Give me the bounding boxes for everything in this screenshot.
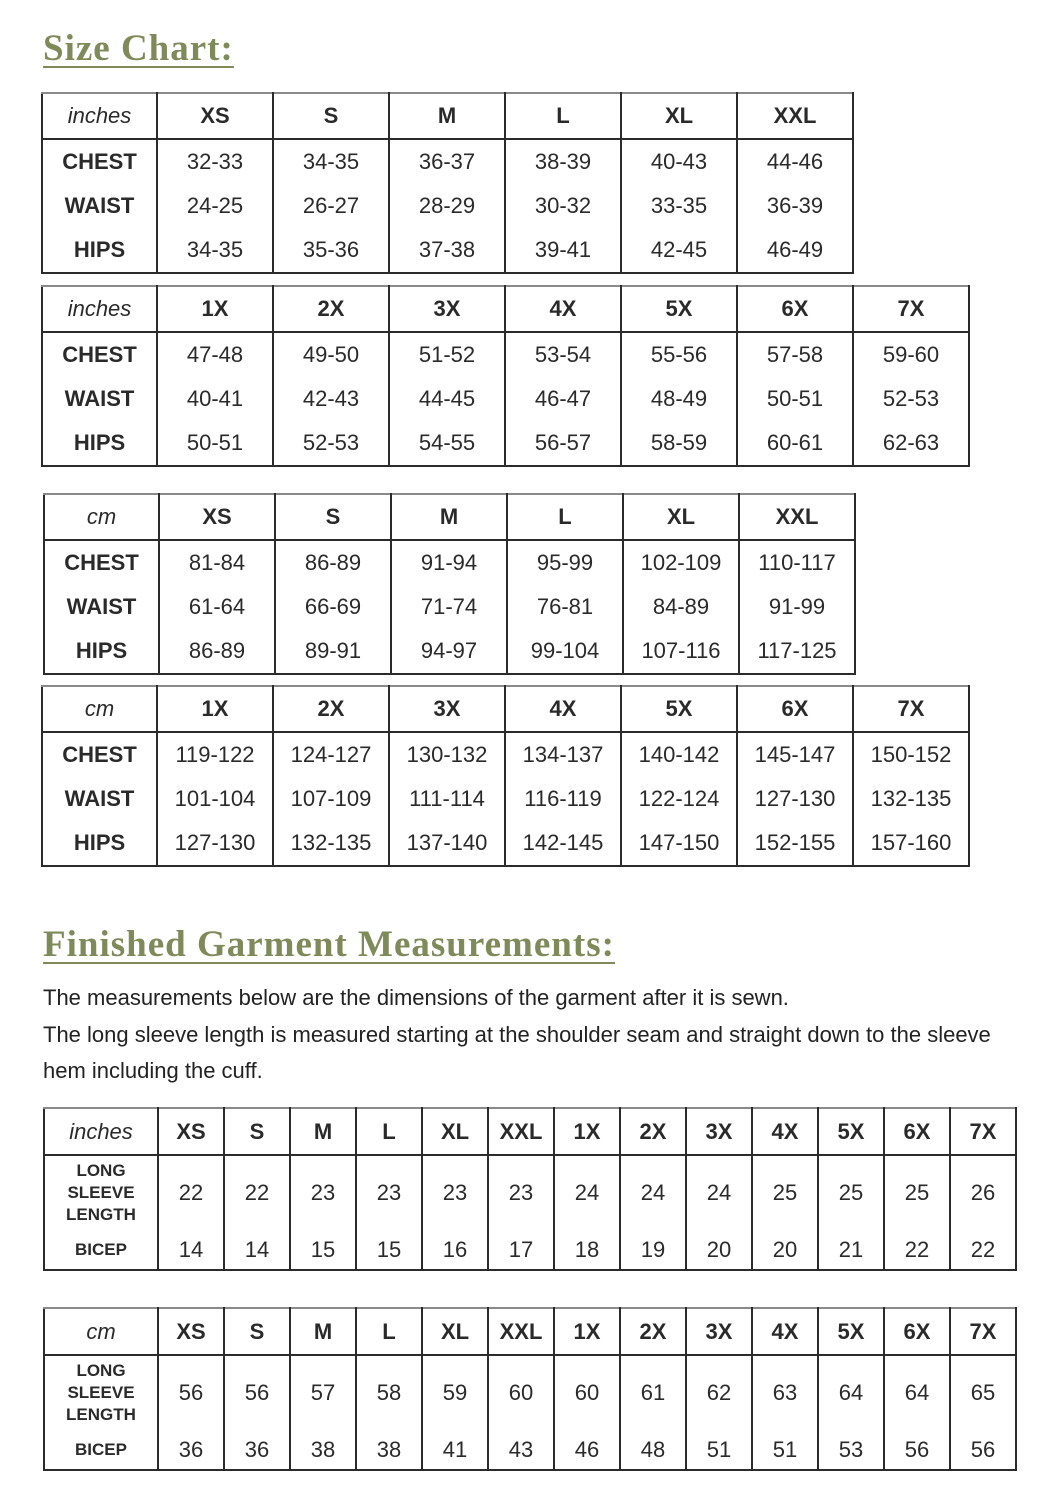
row-label: WAIST	[42, 184, 157, 228]
finished-table-cm	[43, 1307, 1017, 1471]
table-cell: 89-91	[275, 629, 391, 674]
table-cell: 124-127	[273, 732, 389, 777]
table-cell: 91-99	[739, 585, 855, 629]
table-cell: 22	[158, 1155, 224, 1230]
size-header: XS	[158, 1108, 224, 1155]
table-cell: 44-46	[737, 139, 853, 184]
size-header: 5X	[621, 686, 737, 732]
table-cell: 152-155	[737, 821, 853, 866]
row-label: HIPS	[42, 228, 157, 273]
table-cell: 53	[818, 1430, 884, 1470]
size-header: 6X	[884, 1308, 950, 1355]
size-header: XXL	[739, 494, 855, 540]
row-label: WAIST	[42, 777, 157, 821]
table-cell: 19	[620, 1230, 686, 1270]
table-cell: 15	[290, 1230, 356, 1270]
table-cell: 107-109	[273, 777, 389, 821]
table-cell: 62	[686, 1355, 752, 1430]
table-cell: 26-27	[273, 184, 389, 228]
table-cell: 57-58	[737, 332, 853, 377]
row-label: CHEST	[42, 732, 157, 777]
unit-label: cm	[42, 686, 157, 732]
table-cell: 122-124	[621, 777, 737, 821]
table-cell: 60	[554, 1355, 620, 1430]
size-header: L	[507, 494, 623, 540]
table-cell: 18	[554, 1230, 620, 1270]
table-cell: 56	[224, 1355, 290, 1430]
intro-line: The measurements below are the dimensions of the garment after it is sewn.	[43, 985, 789, 1010]
size-header: L	[356, 1308, 422, 1355]
table-cell: 25	[818, 1155, 884, 1230]
table-cell: 36	[158, 1430, 224, 1470]
table-cell: 36-37	[389, 139, 505, 184]
table-cell: 32-33	[157, 139, 273, 184]
table-cell: 38	[356, 1430, 422, 1470]
row-label: CHEST	[42, 139, 157, 184]
table-cell: 50-51	[157, 421, 273, 466]
table-cell: 23	[356, 1155, 422, 1230]
size-header: 1X	[157, 286, 273, 332]
table-cell: 24	[686, 1155, 752, 1230]
table-cell: 101-104	[157, 777, 273, 821]
table-cell: 119-122	[157, 732, 273, 777]
size-header: XS	[157, 93, 273, 139]
table-cell: 150-152	[853, 732, 969, 777]
table-cell: 26	[950, 1155, 1016, 1230]
table-cell: 15	[356, 1230, 422, 1270]
table-cell: 43	[488, 1430, 554, 1470]
size-header: 2X	[273, 686, 389, 732]
table-cell: 36	[224, 1430, 290, 1470]
table-cell: 40-43	[621, 139, 737, 184]
table-cell: 24-25	[157, 184, 273, 228]
row-label: HIPS	[42, 421, 157, 466]
size-header: 3X	[389, 286, 505, 332]
size-header: 3X	[686, 1108, 752, 1155]
table-cell: 94-97	[391, 629, 507, 674]
size-header: 2X	[620, 1108, 686, 1155]
table-cell: 130-132	[389, 732, 505, 777]
table-cell: 47-48	[157, 332, 273, 377]
size-header: M	[290, 1308, 356, 1355]
table-cell: 52-53	[273, 421, 389, 466]
table-cell: 127-130	[157, 821, 273, 866]
unit-label: cm	[44, 1308, 158, 1355]
table-cell: 51-52	[389, 332, 505, 377]
size-header: 3X	[389, 686, 505, 732]
size-header: 7X	[950, 1108, 1016, 1155]
table-cell: 140-142	[621, 732, 737, 777]
table-cell: 16	[422, 1230, 488, 1270]
table-cell: 24	[554, 1155, 620, 1230]
table-cell: 127-130	[737, 777, 853, 821]
table-cell: 76-81	[507, 585, 623, 629]
table-cell: 23	[290, 1155, 356, 1230]
table-cell: 36-39	[737, 184, 853, 228]
table-cell: 54-55	[389, 421, 505, 466]
size-header: 2X	[273, 286, 389, 332]
size-header: 5X	[818, 1108, 884, 1155]
size-chart-title: Size Chart:	[43, 28, 234, 69]
table-cell: 56	[884, 1430, 950, 1470]
table-cell: 71-74	[391, 585, 507, 629]
table-cell: 56	[950, 1430, 1016, 1470]
size-header: S	[224, 1308, 290, 1355]
size-table-cm-standard	[43, 493, 856, 675]
table-cell: 99-104	[507, 629, 623, 674]
size-header: L	[356, 1108, 422, 1155]
size-header: XXL	[737, 93, 853, 139]
size-header: M	[290, 1108, 356, 1155]
table-cell: 111-114	[389, 777, 505, 821]
size-header: 1X	[554, 1108, 620, 1155]
table-cell: 35-36	[273, 228, 389, 273]
table-cell: 48	[620, 1430, 686, 1470]
table-cell: 48-49	[621, 377, 737, 421]
table-cell: 157-160	[853, 821, 969, 866]
table-cell: 20	[686, 1230, 752, 1270]
size-header: S	[273, 93, 389, 139]
table-cell: 33-35	[621, 184, 737, 228]
row-label: BICEP	[44, 1430, 158, 1470]
row-label: LONG SLEEVE LENGTH	[44, 1155, 158, 1230]
table-cell: 46	[554, 1430, 620, 1470]
size-header: M	[389, 93, 505, 139]
table-cell: 64	[818, 1355, 884, 1430]
table-cell: 14	[158, 1230, 224, 1270]
size-header: XXL	[488, 1308, 554, 1355]
table-cell: 137-140	[389, 821, 505, 866]
size-header: 5X	[621, 286, 737, 332]
size-header: 5X	[818, 1308, 884, 1355]
unit-label: inches	[44, 1108, 158, 1155]
unit-label: inches	[42, 93, 157, 139]
size-header: XL	[422, 1308, 488, 1355]
size-header: XL	[623, 494, 739, 540]
table-cell: 17	[488, 1230, 554, 1270]
size-header: 4X	[505, 686, 621, 732]
table-cell: 51	[752, 1430, 818, 1470]
row-label: LONG SLEEVE LENGTH	[44, 1355, 158, 1430]
table-cell: 22	[884, 1230, 950, 1270]
table-cell: 24	[620, 1155, 686, 1230]
size-header: 6X	[737, 286, 853, 332]
row-label: WAIST	[42, 377, 157, 421]
table-cell: 49-50	[273, 332, 389, 377]
table-cell: 58	[356, 1355, 422, 1430]
table-cell: 14	[224, 1230, 290, 1270]
table-cell: 42-43	[273, 377, 389, 421]
row-label: HIPS	[44, 629, 159, 674]
table-cell: 40-41	[157, 377, 273, 421]
size-header: 3X	[686, 1308, 752, 1355]
table-cell: 95-99	[507, 540, 623, 585]
table-cell: 41	[422, 1430, 488, 1470]
table-cell: 56	[158, 1355, 224, 1430]
table-cell: 30-32	[505, 184, 621, 228]
table-cell: 34-35	[273, 139, 389, 184]
size-header: 6X	[884, 1108, 950, 1155]
row-label: CHEST	[42, 332, 157, 377]
table-cell: 65	[950, 1355, 1016, 1430]
size-header: 1X	[554, 1308, 620, 1355]
size-header: XXL	[488, 1108, 554, 1155]
size-table-inches-standard	[41, 92, 854, 274]
size-header: 7X	[853, 686, 969, 732]
size-header: XS	[158, 1308, 224, 1355]
row-label: HIPS	[42, 821, 157, 866]
size-header: S	[275, 494, 391, 540]
table-cell: 60-61	[737, 421, 853, 466]
table-cell: 110-117	[739, 540, 855, 585]
table-cell: 132-135	[853, 777, 969, 821]
table-cell: 46-47	[505, 377, 621, 421]
table-cell: 61-64	[159, 585, 275, 629]
size-header: XL	[621, 93, 737, 139]
table-cell: 22	[224, 1155, 290, 1230]
table-cell: 25	[884, 1155, 950, 1230]
size-header: M	[391, 494, 507, 540]
row-label: WAIST	[44, 585, 159, 629]
table-cell: 20	[752, 1230, 818, 1270]
unit-label: cm	[44, 494, 159, 540]
intro-line: The long sleeve length is measured starting at the shoulder seam and straight down to the sleeve hem including the cuff.	[43, 1021, 991, 1083]
table-cell: 107-116	[623, 629, 739, 674]
size-header: 7X	[950, 1308, 1016, 1355]
table-cell: 39-41	[505, 228, 621, 273]
table-cell: 66-69	[275, 585, 391, 629]
table-cell: 25	[752, 1155, 818, 1230]
size-table-inches-plus	[41, 285, 970, 467]
table-cell: 38	[290, 1430, 356, 1470]
table-cell: 81-84	[159, 540, 275, 585]
table-cell: 64	[884, 1355, 950, 1430]
table-cell: 60	[488, 1355, 554, 1430]
table-cell: 23	[488, 1155, 554, 1230]
finished-garment-intro	[43, 980, 1033, 1090]
table-cell: 84-89	[623, 585, 739, 629]
size-header: 6X	[737, 686, 853, 732]
table-cell: 147-150	[621, 821, 737, 866]
table-cell: 91-94	[391, 540, 507, 585]
table-cell: 62-63	[853, 421, 969, 466]
table-cell: 51	[686, 1430, 752, 1470]
table-cell: 38-39	[505, 139, 621, 184]
row-label: BICEP	[44, 1230, 158, 1270]
table-cell: 44-45	[389, 377, 505, 421]
table-cell: 142-145	[505, 821, 621, 866]
table-cell: 116-119	[505, 777, 621, 821]
table-cell: 50-51	[737, 377, 853, 421]
size-header: 7X	[853, 286, 969, 332]
unit-label: inches	[42, 286, 157, 332]
table-cell: 52-53	[853, 377, 969, 421]
finished-table-inches	[43, 1107, 1017, 1271]
table-cell: 59	[422, 1355, 488, 1430]
finished-garment-title: Finished Garment Measurements:	[43, 924, 615, 965]
table-cell: 57	[290, 1355, 356, 1430]
table-cell: 46-49	[737, 228, 853, 273]
table-cell: 21	[818, 1230, 884, 1270]
table-cell: 59-60	[853, 332, 969, 377]
table-cell: 22	[950, 1230, 1016, 1270]
table-cell: 58-59	[621, 421, 737, 466]
size-header: 4X	[505, 286, 621, 332]
table-cell: 86-89	[275, 540, 391, 585]
size-header: XL	[422, 1108, 488, 1155]
table-cell: 55-56	[621, 332, 737, 377]
table-cell: 134-137	[505, 732, 621, 777]
table-cell: 56-57	[505, 421, 621, 466]
size-header: 2X	[620, 1308, 686, 1355]
table-cell: 117-125	[739, 629, 855, 674]
table-cell: 23	[422, 1155, 488, 1230]
table-cell: 86-89	[159, 629, 275, 674]
table-cell: 145-147	[737, 732, 853, 777]
table-cell: 102-109	[623, 540, 739, 585]
size-header: 1X	[157, 686, 273, 732]
table-cell: 132-135	[273, 821, 389, 866]
size-table-cm-plus	[41, 685, 970, 867]
table-cell: 34-35	[157, 228, 273, 273]
table-cell: 28-29	[389, 184, 505, 228]
size-header: XS	[159, 494, 275, 540]
table-cell: 53-54	[505, 332, 621, 377]
row-label: CHEST	[44, 540, 159, 585]
size-header: L	[505, 93, 621, 139]
table-cell: 42-45	[621, 228, 737, 273]
size-header: S	[224, 1108, 290, 1155]
size-header: 4X	[752, 1108, 818, 1155]
table-cell: 61	[620, 1355, 686, 1430]
table-cell: 37-38	[389, 228, 505, 273]
table-cell: 63	[752, 1355, 818, 1430]
size-header: 4X	[752, 1308, 818, 1355]
